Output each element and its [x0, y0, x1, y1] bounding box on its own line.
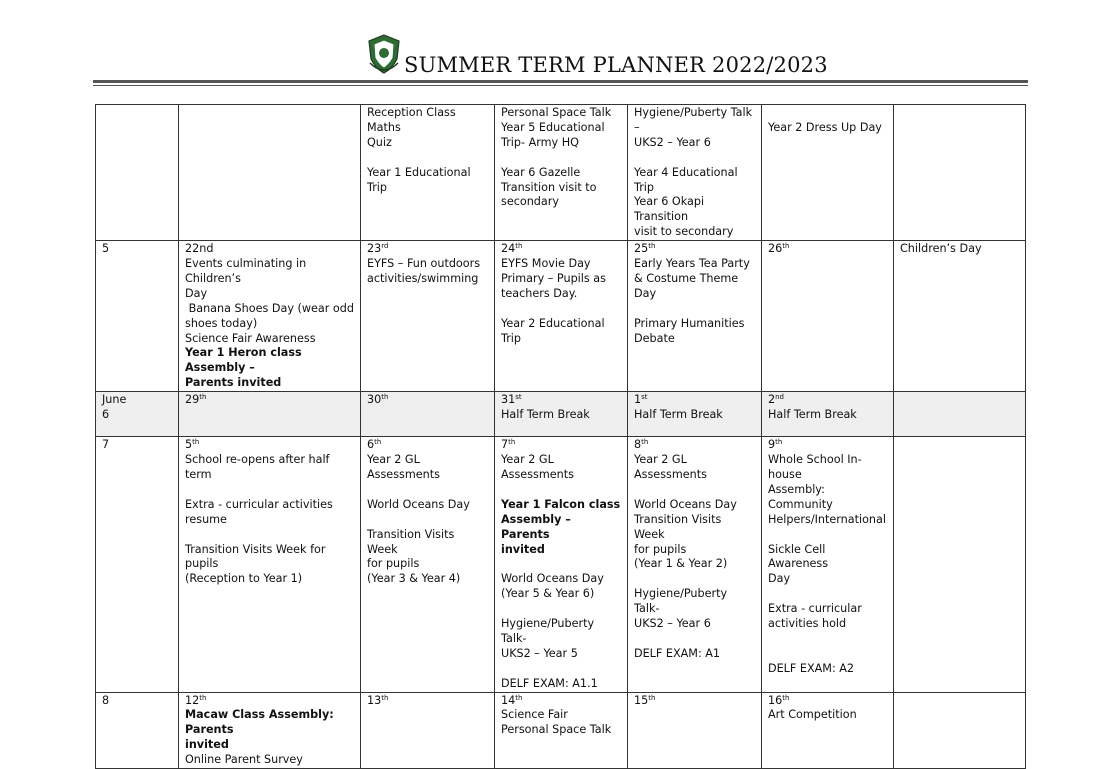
day-cell: [361, 692, 495, 769]
event-line: 24th: [501, 242, 523, 256]
event-line: (Reception to Year 1): [185, 572, 303, 586]
event-line: World Oceans Day: [367, 497, 470, 511]
event-line: Art Competition: [768, 708, 857, 722]
event-line: Assembly – Parents: [501, 512, 575, 541]
date-ordinal-suffix: th: [515, 693, 523, 702]
date-ordinal-suffix: th: [641, 438, 649, 447]
event-line: Children’s Day: [900, 242, 982, 256]
event-line: Year 5 Educational: [501, 120, 605, 134]
event-line: [634, 572, 755, 587]
event-line: Primary Humanities: [634, 316, 745, 330]
event-line: EYFS Movie Day: [501, 257, 591, 271]
week-cell: [96, 105, 179, 241]
day-cell: [894, 105, 1026, 241]
event-line: 22nd: [185, 242, 214, 256]
event-line: [367, 151, 488, 166]
date-ordinal-suffix: th: [192, 438, 200, 447]
event-line: Reception Class Maths: [367, 106, 460, 134]
day-cell: [894, 392, 1026, 437]
event-line: Hygiene/Puberty Talk-: [501, 617, 598, 645]
planner-row: [96, 437, 1026, 692]
day-cell: [495, 392, 628, 437]
date-ordinal-suffix: rd: [381, 242, 389, 251]
event-line: 29th: [185, 393, 207, 407]
event-line: World Oceans Day: [501, 572, 604, 586]
week-label: 8: [102, 693, 110, 707]
day-cell: [628, 105, 762, 241]
event-line: 15th: [634, 693, 656, 707]
event-line: UKS2 – Year 6: [634, 617, 711, 631]
day-cell: [361, 392, 495, 437]
week-cell: [96, 692, 179, 769]
event-line: 31st: [501, 393, 522, 407]
event-line: Extra - curricular: [768, 602, 862, 616]
date-ordinal-suffix: st: [641, 393, 648, 402]
event-line: Year 2 GL Assessments: [501, 453, 574, 482]
day-cell: [762, 105, 894, 241]
event-line: Personal Space Talk: [501, 106, 612, 119]
day-cell: [361, 105, 495, 241]
event-line: DELF EXAM: A1: [634, 646, 721, 660]
day-cell: [495, 437, 628, 692]
event-line: UKS2 – Year 5: [501, 646, 578, 660]
event-line: [185, 483, 354, 498]
event-line: visit to secondary: [634, 225, 734, 239]
event-line: [367, 513, 488, 528]
week-cell: [96, 241, 179, 392]
date-ordinal-suffix: th: [199, 393, 207, 402]
planner-row: [96, 105, 1026, 241]
event-line: for pupils: [367, 557, 420, 571]
planner-row: [96, 692, 1026, 769]
event-line: Trip- Army HQ: [501, 135, 579, 149]
event-line: 23rd: [367, 242, 389, 256]
page-title: SUMMER TERM PLANNER 2022/2023: [404, 53, 828, 77]
event-line: (Year 5 & Year 6): [501, 587, 595, 601]
event-line: [185, 528, 354, 543]
date-ordinal-suffix: th: [199, 693, 207, 702]
event-line: [768, 528, 887, 543]
event-line: Hygiene/Puberty Talk-: [634, 587, 731, 616]
event-line: Half Term Break: [768, 408, 857, 422]
header-rule-thick: [93, 80, 1028, 83]
event-line: EYFS – Fun outdoors: [367, 257, 481, 271]
day-cell: [495, 241, 628, 392]
day-cell: [495, 105, 628, 241]
event-line: Day: [185, 286, 208, 300]
day-cell: [762, 392, 894, 437]
event-line: [634, 483, 755, 498]
event-line: 1st: [634, 393, 648, 407]
date-ordinal-suffix: th: [381, 393, 389, 402]
day-cell: [894, 437, 1026, 692]
event-line: secondary: [501, 195, 559, 209]
event-line: Banana Shoes Day (wear odd: [185, 301, 354, 315]
event-line: 26th: [768, 242, 790, 256]
event-line: Year 6 Okapi Transition: [634, 195, 708, 224]
event-line: Events culminating in Children’s: [185, 257, 310, 285]
event-line: Year 1 Educational Trip: [367, 165, 475, 194]
event-line: Extra - curricular activities: [185, 497, 333, 511]
day-cell: [361, 437, 495, 692]
event-line: Transition Visits Week: [634, 512, 725, 541]
date-ordinal-suffix: nd: [775, 393, 785, 402]
event-line: Year 2 GL Assessments: [634, 453, 707, 482]
event-line: Transition Visits Week: [367, 527, 458, 556]
event-line: Parents invited: [185, 376, 282, 390]
date-ordinal-suffix: th: [648, 242, 656, 251]
event-line: Science Fair Awareness: [185, 331, 316, 345]
event-line: Year 2 Dress Up Day: [768, 120, 882, 134]
event-line: invited: [185, 738, 229, 752]
event-line: Assembly: Community: [768, 482, 833, 511]
event-line: [501, 662, 621, 677]
event-line: 25th: [634, 242, 656, 256]
week-label: 7: [102, 438, 110, 452]
event-line: 13th: [367, 693, 389, 707]
day-cell: [179, 392, 361, 437]
event-line: 6th: [367, 438, 382, 452]
event-line: 8th: [634, 438, 649, 452]
event-line: [768, 632, 887, 647]
event-line: resume: [185, 512, 227, 526]
day-cell: [361, 241, 495, 392]
event-line: DELF EXAM: A2: [768, 661, 855, 675]
event-line: invited: [501, 542, 545, 556]
day-cell: [628, 392, 762, 437]
event-line: teachers Day.: [501, 286, 578, 300]
event-line: Quiz: [367, 135, 392, 149]
date-ordinal-suffix: th: [515, 242, 523, 251]
event-line: Science Fair: [501, 708, 568, 722]
event-line: [501, 483, 621, 498]
event-line: 14th: [501, 693, 523, 707]
event-line: activities/swimming: [367, 271, 479, 285]
event-line: Macaw Class Assembly: Parents: [185, 708, 338, 737]
event-line: Debate: [634, 331, 675, 345]
week-cell: [96, 437, 179, 692]
date-ordinal-suffix: th: [508, 438, 516, 447]
event-line: Half Term Break: [634, 408, 723, 422]
event-line: 30th: [367, 393, 389, 407]
day-cell: [762, 437, 894, 692]
date-ordinal-suffix: th: [782, 242, 790, 251]
event-line: Whole School In-house: [768, 453, 862, 482]
event-line: Transition visit to: [501, 180, 597, 194]
school-crest-icon: [366, 33, 402, 75]
event-line: Helpers/International: [768, 512, 886, 526]
date-ordinal-suffix: th: [775, 438, 783, 447]
event-line: DELF EXAM: A1.1: [501, 676, 598, 690]
event-line: Sickle Cell Awareness: [768, 542, 829, 571]
event-line: [768, 106, 887, 121]
event-line: World Oceans Day: [634, 497, 737, 511]
day-cell: [179, 105, 361, 241]
event-line: 16th: [768, 693, 790, 707]
date-ordinal-suffix: st: [515, 393, 522, 402]
day-cell: [179, 692, 361, 769]
day-cell: [628, 241, 762, 392]
term-planner-table: [95, 104, 1026, 769]
event-line: [634, 302, 755, 317]
event-line: Year 1 Falcon class: [501, 497, 621, 511]
week-cell: [96, 392, 179, 437]
event-line: Online Parent Survey: [185, 753, 303, 767]
event-line: [501, 151, 621, 166]
planner-row: [96, 241, 1026, 392]
day-cell: [762, 241, 894, 392]
event-line: [501, 602, 621, 617]
event-line: for pupils: [634, 542, 687, 556]
date-ordinal-suffix: th: [648, 693, 656, 702]
event-line: Year 2 Educational Trip: [501, 316, 609, 345]
event-line: & Costume Theme Day: [634, 271, 742, 300]
day-cell: [894, 241, 1026, 392]
week-label: June: [102, 393, 127, 407]
event-line: 7th: [501, 438, 516, 452]
event-line: Half Term Break: [501, 408, 590, 422]
event-line: UKS2 – Year 6: [634, 135, 711, 149]
day-cell: [179, 241, 361, 392]
week-label: [102, 106, 172, 121]
event-line: Year 4 Educational Trip: [634, 165, 742, 194]
day-cell: [495, 692, 628, 769]
page-header: [0, 0, 1117, 90]
event-line: activities hold: [768, 617, 847, 631]
event-line: [634, 632, 755, 647]
event-line: [501, 302, 621, 317]
event-line: (Year 3 & Year 4): [367, 572, 461, 586]
planner-row: [96, 392, 1026, 437]
event-line: Day: [768, 572, 791, 586]
event-line: [501, 557, 621, 572]
event-line: Hygiene/Puberty Talk –: [634, 106, 756, 134]
event-line: 5th: [185, 438, 200, 452]
event-line: Transition Visits Week for pupils: [185, 542, 330, 571]
event-line: Personal Space Talk: [501, 723, 612, 737]
day-cell: [628, 437, 762, 692]
day-cell: [762, 692, 894, 769]
day-cell: [894, 692, 1026, 769]
date-ordinal-suffix: th: [381, 693, 389, 702]
date-ordinal-suffix: th: [374, 438, 382, 447]
day-cell: [179, 437, 361, 692]
event-line: Primary – Pupils as: [501, 271, 606, 285]
event-line: Year 6 Gazelle: [501, 165, 581, 179]
event-line: Year 2 GL Assessments: [367, 453, 440, 482]
event-line: [768, 647, 887, 662]
event-line: (Year 1 & Year 2): [634, 557, 728, 571]
date-ordinal-suffix: th: [782, 693, 790, 702]
event-line: [768, 587, 887, 602]
event-line: shoes today): [185, 316, 258, 330]
event-line: 9th: [768, 438, 783, 452]
event-line: 12th: [185, 693, 207, 707]
event-line: 2nd: [768, 393, 785, 407]
event-line: Early Years Tea Party: [634, 257, 750, 271]
event-line: Year 1 Heron class Assembly –: [185, 346, 306, 375]
event-line: School re-opens after half term: [185, 453, 334, 482]
day-cell: [628, 692, 762, 769]
event-line: [367, 483, 488, 498]
week-label: 6: [102, 408, 110, 422]
header-rule-thin: [93, 85, 1028, 86]
event-line: [634, 151, 755, 166]
week-label: 5: [102, 242, 110, 256]
